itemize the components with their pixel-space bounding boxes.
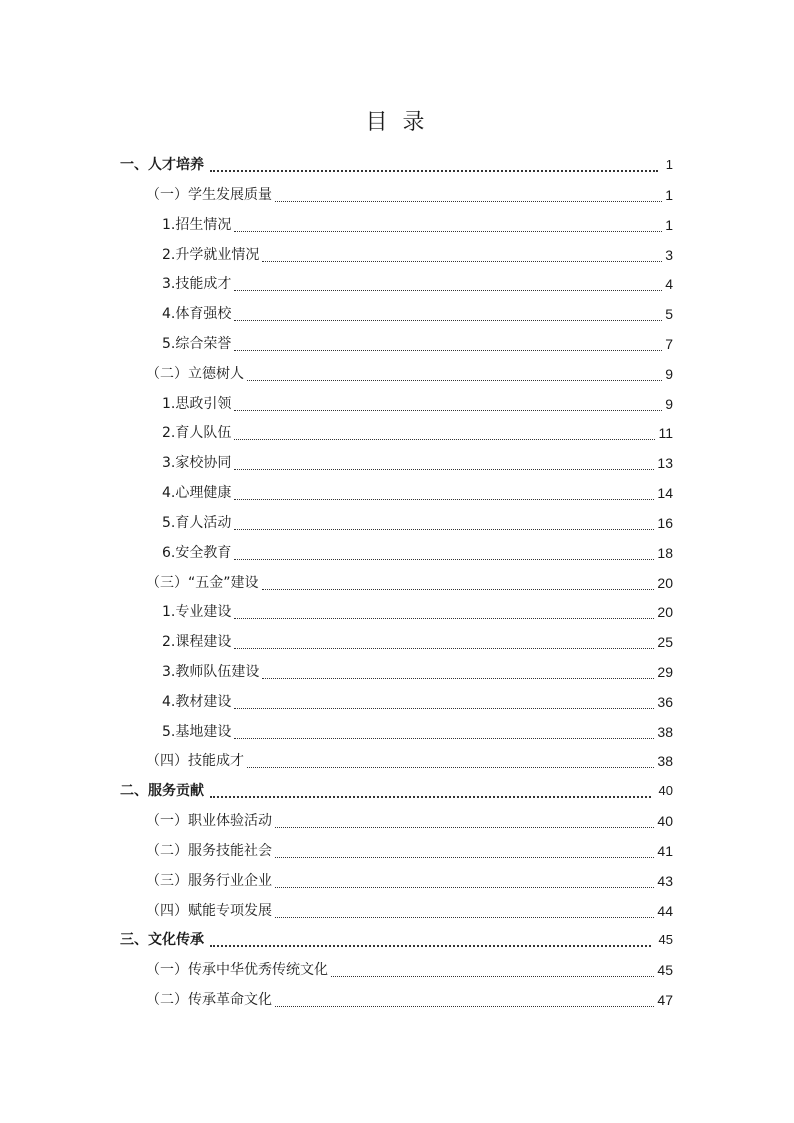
toc-entry[interactable] <box>146 957 673 983</box>
toc-page-number: 41 <box>657 843 673 859</box>
toc-entry-label: 2.育人队伍 <box>162 425 232 441</box>
toc-page-number: 25 <box>657 634 673 650</box>
toc-page-number: 36 <box>657 694 673 710</box>
toc-page-number: 38 <box>657 724 673 740</box>
toc-entry-label: （二）传承革命文化 <box>146 992 272 1008</box>
toc-entry-label: 2.升学就业情况 <box>162 247 260 263</box>
toc-entry[interactable] <box>146 182 673 208</box>
toc-page-number: 9 <box>665 366 673 382</box>
dot-leader <box>262 677 654 679</box>
toc-entry[interactable] <box>146 748 673 774</box>
toc-entry[interactable] <box>162 212 673 238</box>
toc-entry[interactable] <box>162 510 673 536</box>
toc-page-number: 7 <box>665 336 673 352</box>
toc-page-number: 13 <box>657 455 673 471</box>
toc-entry-label: 4.教材建设 <box>162 694 232 710</box>
toc-entry-label: 3.家校协同 <box>162 455 232 471</box>
toc-page-number: 47 <box>657 992 673 1008</box>
toc-entry-label: （一）学生发展质量 <box>146 187 272 203</box>
toc-entry-label: 1.思政引领 <box>162 396 232 412</box>
toc-entry[interactable] <box>146 868 673 894</box>
toc-entry[interactable] <box>146 838 673 864</box>
toc-page-number: 4 <box>665 276 673 292</box>
dot-leader <box>275 1005 654 1007</box>
toc-page-number: 5 <box>665 306 673 322</box>
dot-leader <box>234 409 662 411</box>
toc-entry-label: 5.基地建设 <box>162 724 232 740</box>
toc-entry[interactable] <box>162 450 673 476</box>
dot-leader <box>275 886 654 888</box>
toc-entry-label: 6.安全教育 <box>162 545 232 561</box>
toc-entry[interactable] <box>162 420 673 446</box>
toc-page-number: 1 <box>665 157 673 172</box>
toc-entry[interactable] <box>162 271 673 297</box>
toc-entry-label: 5.综合荣誉 <box>162 336 232 352</box>
dot-leader <box>210 795 651 798</box>
dot-leader <box>234 349 662 351</box>
page-title: 目 录 <box>365 110 429 135</box>
toc-page-number: 38 <box>657 753 673 769</box>
toc-page-number: 29 <box>657 664 673 680</box>
dot-leader <box>234 707 654 709</box>
dot-leader <box>234 498 654 500</box>
toc-entry[interactable] <box>162 242 673 268</box>
toc-page-number: 20 <box>657 604 673 620</box>
toc-page-number: 43 <box>657 873 673 889</box>
toc-entry-label: 4.心理健康 <box>162 485 232 501</box>
toc-entry[interactable] <box>162 719 673 745</box>
toc-entry-label: 4.体育强校 <box>162 306 232 322</box>
toc-page-number: 16 <box>657 515 673 531</box>
dot-leader <box>210 169 658 172</box>
toc-entry-label: （四）赋能专项发展 <box>146 903 272 919</box>
toc-entry-label: 2.课程建设 <box>162 634 232 650</box>
toc-entry-label: 一、人才培养 <box>120 157 204 173</box>
toc-entry[interactable] <box>162 301 673 327</box>
toc-page-number: 11 <box>658 425 673 441</box>
toc-entry[interactable] <box>162 659 673 685</box>
toc-entry-label: （三）“五金”建设 <box>146 575 259 591</box>
toc-entry[interactable] <box>146 570 673 596</box>
toc-entry-label: （四）技能成才 <box>146 753 244 769</box>
toc-entry[interactable] <box>146 361 673 387</box>
dot-leader <box>275 916 654 918</box>
toc-page-number: 1 <box>665 217 673 233</box>
toc-entry[interactable] <box>146 808 673 834</box>
dot-leader <box>275 856 654 858</box>
toc-entry[interactable] <box>162 629 673 655</box>
dot-leader <box>234 438 655 440</box>
dot-leader <box>234 319 662 321</box>
toc-entry-label: 三、文化传承 <box>120 932 204 948</box>
toc-page-number: 18 <box>657 545 673 561</box>
dot-leader <box>210 944 651 947</box>
dot-leader <box>234 230 662 232</box>
toc-page-number: 40 <box>657 813 673 829</box>
dot-leader <box>234 647 654 649</box>
toc-entry-label: 1.招生情况 <box>162 217 232 233</box>
toc-entry-label: 3.教师队伍建设 <box>162 664 260 680</box>
toc-entry[interactable] <box>146 898 673 924</box>
toc-entry-label: （一）传承中华优秀传统文化 <box>146 962 328 978</box>
toc-entry-label: （一）职业体验活动 <box>146 813 272 829</box>
toc-page-number: 45 <box>657 962 673 978</box>
dot-leader <box>275 826 654 828</box>
toc-page-number: 20 <box>657 575 673 591</box>
toc-entry[interactable] <box>162 540 673 566</box>
toc-entry[interactable] <box>120 778 673 804</box>
toc-page-number: 45 <box>658 932 673 947</box>
toc-entry[interactable] <box>120 927 673 953</box>
toc-entry-label: （二）立德树人 <box>146 366 244 382</box>
toc-page-number: 14 <box>657 485 673 501</box>
dot-leader <box>234 558 654 560</box>
toc-page-number: 9 <box>665 396 673 412</box>
toc-entry-label: （三）服务行业企业 <box>146 873 272 889</box>
toc-entry[interactable] <box>162 599 673 625</box>
toc-entry[interactable] <box>162 391 673 417</box>
toc-page-number: 1 <box>665 187 673 203</box>
dot-leader <box>234 617 654 619</box>
toc-page-number: 44 <box>657 903 673 919</box>
toc-entry-label: 二、服务贡献 <box>120 783 204 799</box>
dot-leader <box>247 379 662 381</box>
dot-leader <box>234 528 654 530</box>
dot-leader <box>234 468 654 470</box>
toc-entry-label: 1.专业建设 <box>162 604 232 620</box>
toc-entry[interactable] <box>162 689 673 715</box>
dot-leader <box>234 289 662 291</box>
toc-entry-label: 5.育人活动 <box>162 515 232 531</box>
dot-leader <box>247 766 654 768</box>
toc-entry[interactable] <box>120 152 673 178</box>
dot-leader <box>275 200 662 202</box>
toc-entry[interactable] <box>162 331 673 357</box>
toc-page-number: 3 <box>665 247 673 263</box>
dot-leader <box>331 975 654 977</box>
dot-leader <box>262 260 662 262</box>
toc-entry-label: 3.技能成才 <box>162 276 232 292</box>
dot-leader <box>262 588 655 590</box>
dot-leader <box>234 737 654 739</box>
toc-entry-label: （二）服务技能社会 <box>146 843 272 859</box>
toc-entry[interactable] <box>146 987 673 1013</box>
toc-entry[interactable] <box>162 480 673 506</box>
toc-page-number: 40 <box>658 783 673 798</box>
